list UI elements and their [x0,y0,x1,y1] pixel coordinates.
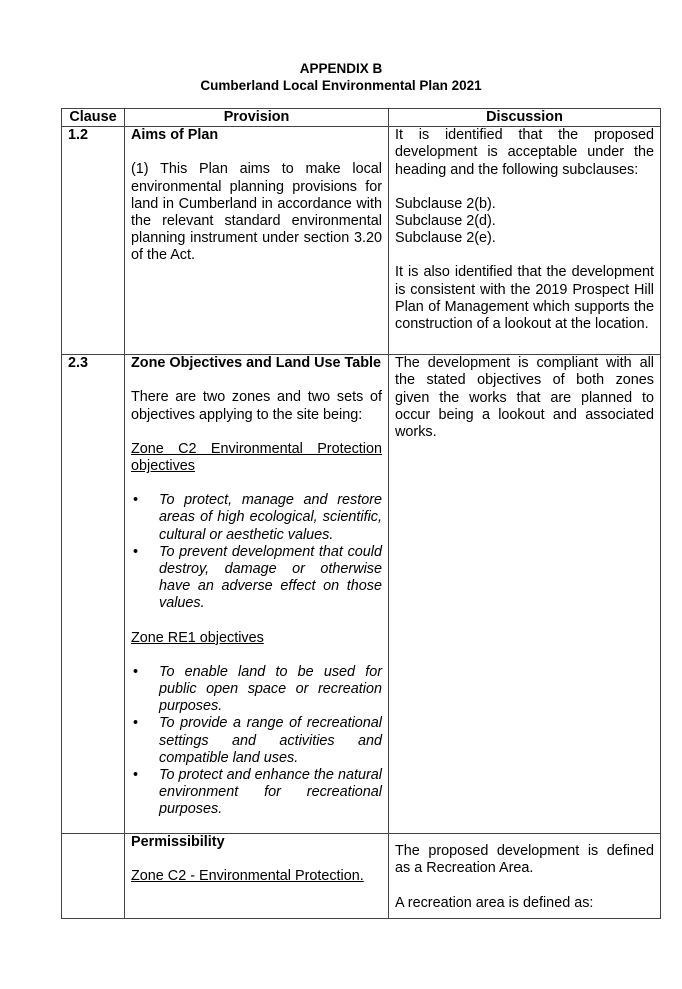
list-item: • To provide a range of recreational settings and activities and compatible land uses. [133,715,382,766]
objective-list [131,664,382,819]
zone-heading: Zone C2 - Environmental Protection. [131,868,364,885]
page-header [0,60,682,94]
zone-heading: Zone RE1 objectives [131,629,264,646]
column-header-provision: Provision [125,109,389,127]
column-header-discussion: Discussion [389,109,661,127]
discussion-text: The development is compliant with all the stated objectives of both zones given the works that are planned to occur being a lookout and associated works. [395,355,654,441]
clause-table [61,108,661,919]
column-header-clause: Clause [62,109,125,127]
discussion-cell [389,834,661,919]
provision-cell [125,127,389,355]
list-item: • To prevent development that could destroy, damage or otherwise have an adverse effect on those values. [133,543,382,612]
objective-list [131,492,382,612]
provision-cell [125,355,389,834]
provision-text: There are two zones and two sets of objectives applying to the site being: [131,389,382,423]
zone-heading: Zone C2 Environmental Protection objectives [131,440,382,475]
subclause-item: Subclause 2(b). [395,195,496,212]
list-item: • To protect and enhance the natural environment for recreational purposes. [133,767,382,818]
clause-number: 2.3 [62,355,125,834]
clause-number [62,834,125,919]
document-title: Cumberland Local Environmental Plan 2021 [200,78,482,93]
provision-text: (1) This Plan aims to make local environmental planning provisions for land in Cumberland in accordance with the relevant standard environmental planning instrument under section 3.20 of the Act. [131,161,382,264]
table-row [62,127,661,355]
subclause-item: Subclause 2(d). [395,213,496,230]
provision-title: Zone Objectives and Land Use Table [131,355,382,372]
list-item: • To protect, manage and restore areas of high ecological, scientific, cultural or aesthetic values. [133,492,382,543]
discussion-text: It is also identified that the development is consistent with the 2019 Prospect Hill Plan of Management which supports the construction of a lookout at the location. [395,264,654,333]
discussion-text: A recreation area is defined as: [395,894,594,911]
list-item: • To enable land to be used for public open space or recreation purposes. [133,663,382,715]
table-row [62,355,661,834]
table-header-row [62,109,661,127]
clause-number: 1.2 [62,127,125,355]
provision-cell [125,834,389,919]
discussion-cell [389,355,661,834]
subclause-item: Subclause 2(e). [395,230,496,247]
provision-title: Permissibility [131,834,225,851]
provision-title: Aims of Plan [131,127,219,144]
discussion-text: It is identified that the proposed development is acceptable under the heading and the following subclauses: [395,127,654,178]
discussion-text: The proposed development is defined as a Recreation Area. [395,843,654,877]
appendix-title: APPENDIX B [299,61,383,76]
table-row [62,834,661,919]
discussion-cell [389,127,661,355]
